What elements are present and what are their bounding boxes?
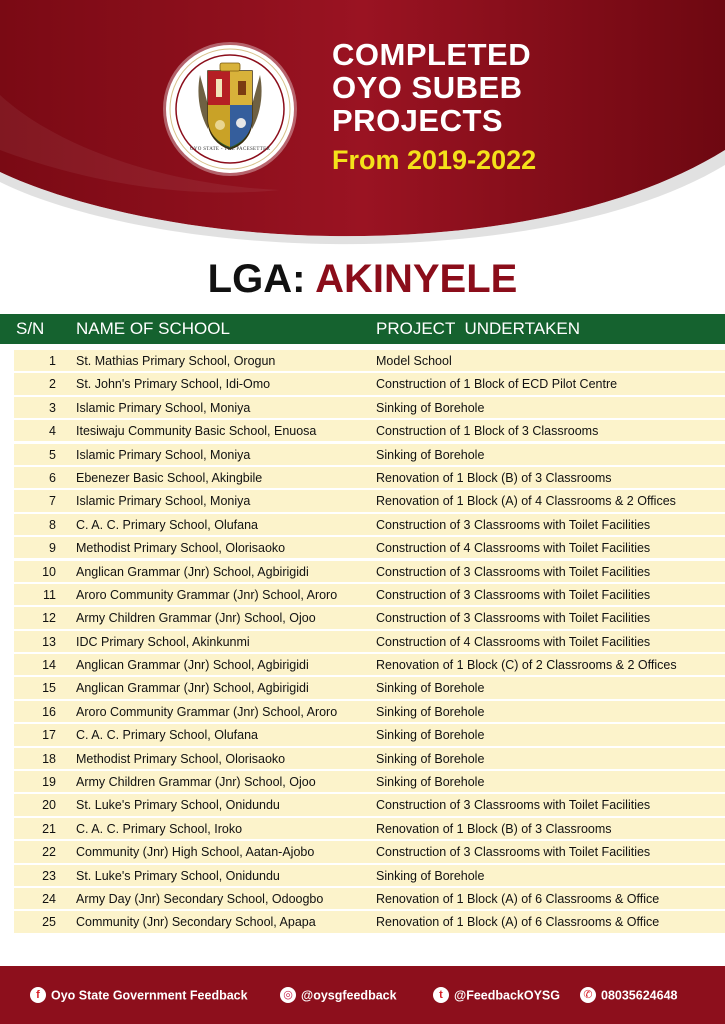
row-school-name: Ebenezer Basic School, Akingbile bbox=[76, 470, 263, 485]
table-row bbox=[14, 631, 725, 652]
row-school-name: Islamic Primary School, Moniya bbox=[76, 447, 251, 462]
table-row bbox=[14, 514, 725, 535]
twitter-icon: t bbox=[433, 987, 449, 1003]
instagram-icon: ◎ bbox=[280, 987, 296, 1003]
row-school-name: Army Day (Jnr) Secondary School, Odoogbo bbox=[76, 891, 324, 906]
instagram-handle: @oysgfeedback bbox=[301, 988, 397, 1003]
row-project: Construction of 1 Block of 3 Classrooms bbox=[376, 424, 599, 439]
row-project: Renovation of 1 Block (A) of 4 Classrooms & 2 Offices bbox=[376, 494, 676, 509]
row-school-name: Community (Jnr) Secondary School, Apapa bbox=[76, 915, 316, 930]
table-row bbox=[14, 771, 725, 792]
table-row bbox=[14, 677, 725, 698]
table-header bbox=[0, 314, 725, 344]
oyo-state-seal bbox=[166, 45, 294, 173]
row-sn: 6 bbox=[49, 470, 56, 485]
table-row bbox=[14, 701, 725, 722]
lga-name: AKINYELE bbox=[315, 257, 518, 301]
table-row bbox=[14, 350, 725, 371]
row-school-name: C. A. C. Primary School, Iroko bbox=[76, 821, 243, 836]
row-project: Sinking of Borehole bbox=[376, 681, 485, 696]
row-school-name: St. Luke's Primary School, Onidundu bbox=[76, 798, 280, 813]
row-project: Construction of 3 Classrooms with Toilet Facilities bbox=[376, 611, 651, 626]
row-school-name: IDC Primary School, Akinkunmi bbox=[76, 634, 250, 649]
row-sn: 1 bbox=[49, 354, 56, 368]
footer-instagram[interactable] bbox=[280, 985, 397, 1005]
row-project: Renovation of 1 Block (B) of 3 Classrooms bbox=[376, 470, 612, 485]
row-school-name: Aroro Community Grammar (Jnr) School, Aroro bbox=[76, 704, 338, 719]
row-project: Construction of 3 Classrooms with Toilet Facilities bbox=[376, 845, 651, 860]
row-project: Renovation of 1 Block (C) of 2 Classrooms & 2 Offices bbox=[376, 658, 677, 673]
row-sn: 20 bbox=[42, 798, 56, 813]
row-sn: 14 bbox=[42, 658, 56, 673]
table-row bbox=[14, 537, 725, 558]
lga-label: LGA: bbox=[207, 257, 306, 301]
twitter-handle: @FeedbackOYSG bbox=[454, 988, 560, 1003]
table-row bbox=[14, 794, 725, 815]
row-project: Sinking of Borehole bbox=[376, 400, 485, 415]
table-row bbox=[14, 373, 725, 394]
row-sn: 5 bbox=[49, 447, 56, 462]
row-sn: 2 bbox=[49, 377, 56, 392]
facebook-icon: f bbox=[30, 987, 46, 1003]
row-project: Sinking of Borehole bbox=[376, 447, 485, 462]
facebook-handle: Oyo State Government Feedback bbox=[51, 988, 248, 1003]
title-line-1: COMPLETED bbox=[332, 37, 532, 72]
table-row bbox=[14, 888, 725, 909]
footer-whatsapp[interactable] bbox=[580, 985, 677, 1005]
row-school-name: Itesiwaju Community Basic School, Enuosa bbox=[76, 424, 317, 439]
table-row bbox=[14, 911, 725, 932]
row-school-name: C. A. C. Primary School, Olufana bbox=[76, 517, 259, 532]
table-row bbox=[14, 865, 725, 886]
row-sn: 8 bbox=[49, 517, 56, 532]
column-header-project: PROJECT UNDERTAKEN bbox=[376, 319, 581, 338]
row-school-name: Anglican Grammar (Jnr) School, Agbirigidi bbox=[76, 564, 309, 579]
row-sn: 19 bbox=[42, 775, 56, 790]
table-row bbox=[14, 607, 725, 628]
row-school-name: Islamic Primary School, Moniya bbox=[76, 400, 251, 415]
row-project: Renovation of 1 Block (A) of 6 Classrooms & Office bbox=[376, 891, 660, 906]
row-project: Construction of 3 Classrooms with Toilet Facilities bbox=[376, 517, 651, 532]
title-line-2: OYO SUBEB bbox=[332, 70, 523, 105]
row-sn: 9 bbox=[49, 541, 56, 556]
footer-twitter[interactable] bbox=[433, 985, 560, 1005]
table-row bbox=[14, 490, 725, 511]
row-school-name: Islamic Primary School, Moniya bbox=[76, 494, 251, 509]
row-sn: 13 bbox=[42, 634, 56, 649]
projects-table-body bbox=[14, 350, 725, 935]
whatsapp-number: 08035624648 bbox=[601, 988, 678, 1003]
page-title bbox=[332, 38, 531, 137]
row-sn: 18 bbox=[42, 751, 56, 766]
row-school-name: Army Children Grammar (Jnr) School, Ojoo bbox=[76, 611, 316, 626]
row-school-name: Methodist Primary School, Olorisaoko bbox=[76, 541, 286, 556]
row-sn: 7 bbox=[49, 494, 56, 509]
row-school-name: St. Luke's Primary School, Onidundu bbox=[76, 868, 280, 883]
table-row bbox=[14, 818, 725, 839]
row-sn: 25 bbox=[42, 915, 56, 930]
column-header-school: NAME OF SCHOOL bbox=[76, 319, 230, 338]
row-school-name: St. John's Primary School, Idi-Omo bbox=[76, 377, 271, 392]
row-school-name: Anglican Grammar (Jnr) School, Agbirigidi bbox=[76, 658, 309, 673]
row-sn: 4 bbox=[49, 424, 56, 439]
lga-heading bbox=[0, 254, 725, 304]
row-project: Sinking of Borehole bbox=[376, 868, 485, 883]
table-row bbox=[14, 748, 725, 769]
row-sn: 23 bbox=[42, 868, 56, 883]
row-sn: 11 bbox=[43, 587, 56, 602]
row-school-name: St. Mathias Primary School, Orogun bbox=[76, 354, 276, 368]
row-school-name: Army Children Grammar (Jnr) School, Ojoo bbox=[76, 775, 316, 790]
row-school-name: Anglican Grammar (Jnr) School, Agbirigidi bbox=[76, 681, 309, 696]
table-row bbox=[14, 561, 725, 582]
row-sn: 3 bbox=[49, 400, 56, 415]
header-banner bbox=[0, 0, 725, 250]
row-sn: 21 bbox=[42, 821, 56, 836]
row-school-name: C. A. C. Primary School, Olufana bbox=[76, 728, 259, 743]
title-line-3: PROJECTS bbox=[332, 103, 504, 138]
row-sn: 10 bbox=[42, 564, 56, 579]
row-project: Renovation of 1 Block (B) of 3 Classrooms bbox=[376, 821, 612, 836]
row-project: Sinking of Borehole bbox=[376, 775, 485, 790]
row-school-name: Aroro Community Grammar (Jnr) School, Aroro bbox=[76, 587, 338, 602]
row-school-name: Methodist Primary School, Olorisaoko bbox=[76, 751, 286, 766]
table-row bbox=[14, 724, 725, 745]
seal-motto: OYO STATE - THE PACESETTER bbox=[189, 147, 271, 152]
table-row bbox=[14, 444, 725, 465]
column-header-sn: S/N bbox=[16, 319, 45, 338]
table-row bbox=[14, 397, 725, 418]
table-row bbox=[14, 467, 725, 488]
row-project: Construction of 3 Classrooms with Toilet Facilities bbox=[376, 564, 651, 579]
footer-facebook[interactable] bbox=[30, 985, 248, 1005]
date-range-subtitle: From 2019-2022 bbox=[332, 145, 537, 175]
row-sn: 22 bbox=[42, 845, 56, 860]
row-sn: 16 bbox=[42, 704, 56, 719]
row-project: Construction of 4 Classrooms with Toilet Facilities bbox=[376, 541, 651, 556]
whatsapp-icon: ✆ bbox=[580, 987, 596, 1003]
row-sn: 15 bbox=[42, 681, 56, 696]
row-project: Construction of 3 Classrooms with Toilet Facilities bbox=[376, 587, 651, 602]
table-row bbox=[14, 654, 725, 675]
row-sn: 12 bbox=[42, 611, 56, 626]
row-project: Sinking of Borehole bbox=[376, 751, 485, 766]
row-project: Renovation of 1 Block (A) of 6 Classrooms & Office bbox=[376, 915, 660, 930]
row-sn: 17 bbox=[42, 728, 56, 743]
table-row bbox=[14, 420, 725, 441]
row-project: Sinking of Borehole bbox=[376, 728, 485, 743]
row-sn: 24 bbox=[42, 891, 56, 906]
table-row bbox=[14, 584, 725, 605]
row-project: Construction of 1 Block of ECD Pilot Centre bbox=[376, 377, 618, 392]
row-project: Sinking of Borehole bbox=[376, 704, 485, 719]
row-project: Construction of 3 Classrooms with Toilet Facilities bbox=[376, 798, 651, 813]
table-row bbox=[14, 841, 725, 862]
row-project: Construction of 4 Classrooms with Toilet Facilities bbox=[376, 634, 651, 649]
coat-of-arms-icon bbox=[166, 45, 294, 173]
row-project: Model School bbox=[376, 354, 452, 368]
row-school-name: Community (Jnr) High School, Aatan-Ajobo bbox=[76, 845, 315, 860]
